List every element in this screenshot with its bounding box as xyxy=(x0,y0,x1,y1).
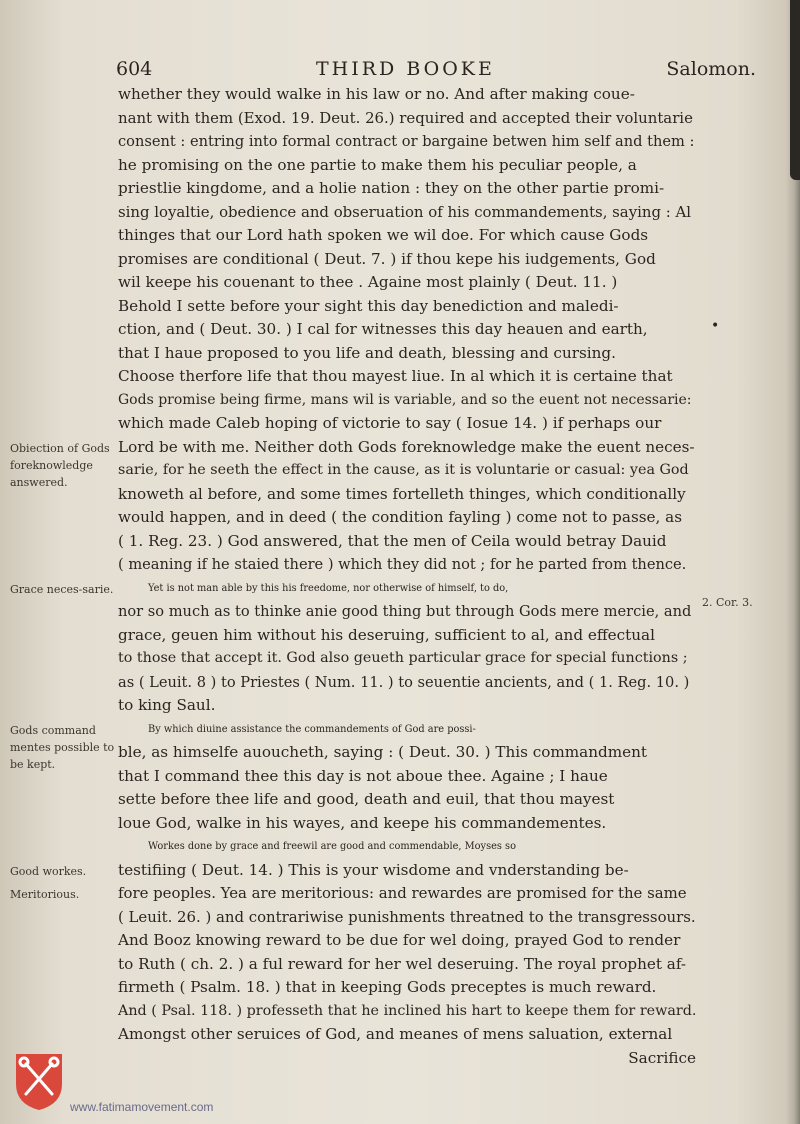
text-line: to those that accept it. God also geueth particular grace for special functions ; xyxy=(118,650,688,666)
text-line: ( Leuit. 26. ) and contrariwise punishments threatned to the transgressours. xyxy=(118,907,696,926)
text-line: whether they would walke in his law or no. And after making coue- xyxy=(118,85,635,103)
margin-note-left: Meritorious. xyxy=(10,888,80,901)
text-line: consent : entring into formal contract or bargaine betwen him self and them : xyxy=(118,133,695,150)
text-line: ble, as himselfe auoucheth, saying : ( Deut. 30. ) This commandment xyxy=(118,743,648,761)
text-line: promises are conditional ( Deut. 7. ) if thou kepe his iudgements, God xyxy=(118,249,656,268)
margin-note-left: Grace neces-sarie. xyxy=(10,582,114,596)
text-line: loue God, walke in his wayes, and keepe his commandementes. xyxy=(118,813,607,832)
text-line: sarie, for he seeth the effect in the cause, as it is voluntarie or casual: yea God xyxy=(118,462,689,478)
text-line: thinges that our Lord hath spoken we wil doe. For which cause Gods xyxy=(118,226,649,244)
text-line: that I command thee this day is not aboue thee. Againe ; I haue xyxy=(118,766,608,785)
page-number: 604 xyxy=(116,58,153,80)
watermark-url: www.fatimamovement.com xyxy=(70,1100,214,1114)
margin-dot: • xyxy=(711,318,720,334)
text-line: nor so much as to thinke anie good thing but through Gods mere mercie, and xyxy=(118,603,692,620)
body-text xyxy=(118,83,696,1070)
text-line: grace, geuen him without his deseruing, sufficient to al, and effectual xyxy=(118,625,655,644)
text-line: sette before thee life and good, death and euil, that thou mayest xyxy=(118,790,615,808)
text-line: firmeth ( Psalm. 18. ) that in keeping Gods preceptes is much reward. xyxy=(118,978,657,996)
margin-note-left: Obiection of Gods foreknowledge answered. xyxy=(10,441,110,489)
margin-note-right: 2. Cor. 3. xyxy=(702,596,753,609)
text-line: sing loyaltie, obedience and obseruation of his commandements, saying : Al xyxy=(118,202,691,221)
text-line: as ( Leuit. 8 ) to Priestes ( Num. 11. ) to seuentie ancients, and ( 1. Reg. 10. ) xyxy=(118,673,690,691)
margin-note-left: Gods command mentes possible to be kept. xyxy=(10,723,115,771)
margin-note-left: Good workes. xyxy=(10,864,87,878)
text-line: priestlie kingdome, and a holie nation : they on the other partie promi- xyxy=(118,179,665,197)
text-line: Gods promise being firme, mans wil is variable, and so the euent not necessarie: xyxy=(118,391,692,408)
text-line: Choose therfore life that thou mayest liue. In al which it is certaine that xyxy=(118,367,673,385)
text-line: testifiing ( Deut. 14. ) This is your wisdome and vnderstanding be- xyxy=(118,860,629,879)
book-title: THIRD BOOKE xyxy=(316,58,495,80)
text-line: nant with them (Exod. 19. Deut. 26.) required and accepted their voluntarie xyxy=(118,108,693,127)
fatima-shield-logo-icon xyxy=(12,1050,66,1112)
text-line: Workes done by grace and freewil are good and commendable, Moyses so xyxy=(148,841,516,852)
text-line: which made Caleb hoping of victorie to say ( Iosue 14. ) if perhaps our xyxy=(118,414,662,432)
text-line: ( meaning if he staied there ) which they did not ; for he parted from thence. xyxy=(118,556,687,573)
text-line: that I haue proposed to you life and death, blessing and cursing. xyxy=(118,343,616,362)
text-line: would happen, and in deed ( the condition fayling ) come not to passe, as xyxy=(118,508,683,526)
text-line: knoweth al before, and some times fortelleth thinges, which conditionally xyxy=(118,484,686,503)
text-line: he promising on the one partie to make them his peculiar people, a xyxy=(118,155,637,174)
text-line: Yet is not man able by this his freedome, nor otherwise of himself, to do, xyxy=(148,582,509,594)
text-line: ction, and ( Deut. 30. ) I cal for witnesses this day heauen and earth, xyxy=(118,320,648,338)
adjacent-page-edge xyxy=(790,0,800,180)
text-line: ( 1. Reg. 23. ) God answered, that the men of Ceila would betray Dauid xyxy=(118,531,667,550)
text-line: Lord be with me. Neither doth Gods foreknowledge make the euent neces- xyxy=(118,437,695,456)
text-line: Sacrifice xyxy=(628,1048,696,1067)
text-line: And Booz knowing reward to be due for wel doing, prayed God to render xyxy=(118,931,681,949)
page-header xyxy=(116,58,756,84)
text-line: wil keepe his couenant to thee . Againe most plainly ( Deut. 11. ) xyxy=(118,273,618,291)
running-head: Salomon. xyxy=(666,58,756,80)
text-line: fore peoples. Yea are meritorious: and rewardes are promised for the same xyxy=(118,884,687,902)
text-line: Amongst other seruices of God, and meanes of mens saluation, external xyxy=(118,1025,673,1043)
text-line: By which diuine assistance the commandements of God are possi- xyxy=(148,723,476,735)
text-line: And ( Psal. 118. ) professeth that he inclined his hart to keepe them for reward. xyxy=(118,1002,697,1019)
text-line: Behold I sette before your sight this day benediction and maledi- xyxy=(118,296,619,315)
text-line: to king Saul. xyxy=(118,696,216,714)
text-line: to Ruth ( ch. 2. ) a ful reward for her wel deseruing. The royal prophet af- xyxy=(118,954,687,973)
